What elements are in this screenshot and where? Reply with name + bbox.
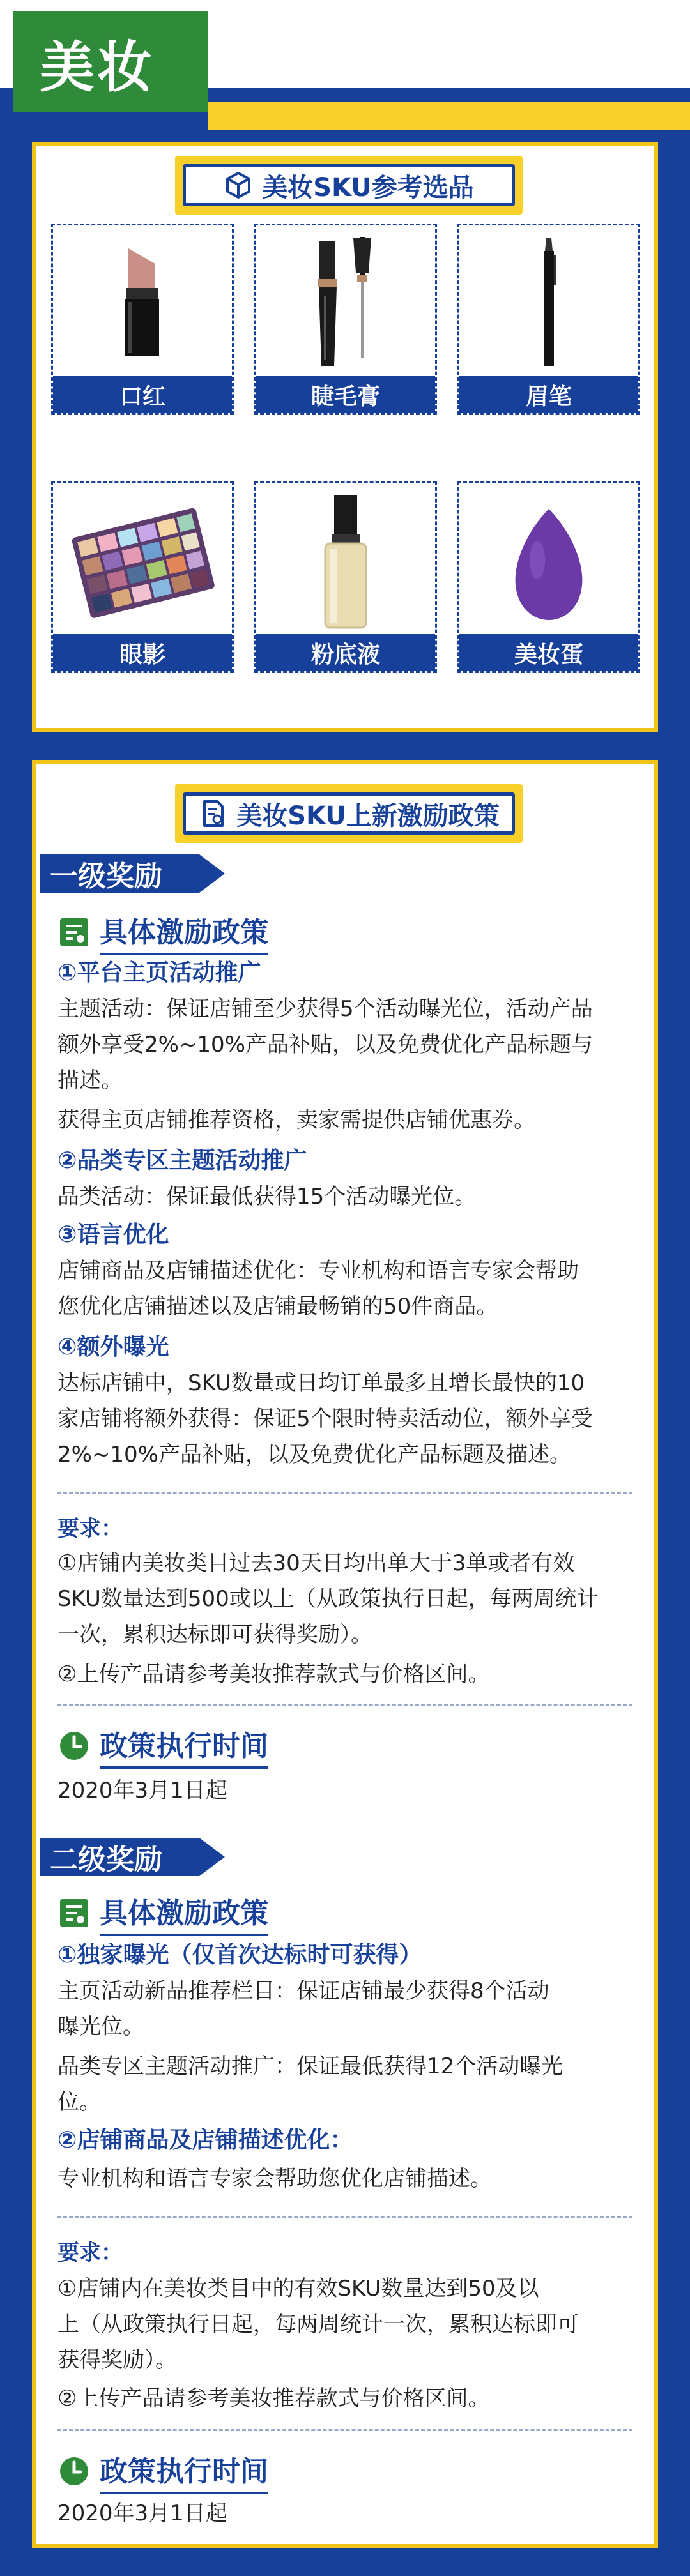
level2-time-heading xyxy=(57,2448,268,2494)
sku-card-label: 眉笔 xyxy=(459,376,638,413)
mascara-image xyxy=(256,225,435,379)
level1-p3-head: ③语言优化 xyxy=(57,1222,169,1248)
sku-card-foundation xyxy=(254,481,437,673)
level2-p1-line: 品类专区主题活动推广：保证最低获得12个活动曝光 xyxy=(57,2054,564,2079)
level2-p2-line: 专业机构和语言专家会帮助您优化店铺描述。 xyxy=(57,2166,492,2192)
sku-panel xyxy=(32,142,658,732)
level2-time-value: 2020年3月1日起 xyxy=(57,2501,227,2526)
level2-p1-line: 位。 xyxy=(57,2089,101,2115)
sku-card-label: 粉底液 xyxy=(256,634,435,671)
policy-section-title: 美妆SKU上新激励政策 xyxy=(236,801,500,831)
level2-policy-heading xyxy=(57,1890,268,1936)
level1-p1-line: 额外享受2%~10%产品补贴，以及免费优化产品标题与 xyxy=(57,1032,593,1057)
level1-p1-line: 获得主页店铺推荐资格，卖家需提供店铺优惠券。 xyxy=(57,1107,535,1133)
header-tab xyxy=(13,11,208,112)
level1-p1-line: 主题活动：保证店铺至少获得5个活动曝光位，活动产品 xyxy=(57,996,593,1022)
level1-time-heading xyxy=(57,1723,268,1769)
level1-policy-heading xyxy=(57,909,268,955)
sku-card-label: 睫毛膏 xyxy=(256,376,435,413)
level2-p2-head: ②店铺商品及店铺描述优化： xyxy=(57,2127,353,2153)
level1-req-line: SKU数量达到500或以上（从政策执行日起，每两周统计 xyxy=(57,1586,599,1612)
level1-p3-line: 店铺商品及店铺描述优化：专业机构和语言专家会帮助 xyxy=(57,1258,579,1284)
level1-req-label: 要求： xyxy=(57,1516,123,1542)
level2-req-line: 上（从政策执行日起，每两周统计一次，累积达标即可 xyxy=(57,2312,579,2337)
page-title: 美妆 xyxy=(40,36,155,100)
level1-p4-head: ④额外曝光 xyxy=(57,1334,169,1360)
level1-p1-line: 描述。 xyxy=(57,1068,123,1093)
foundation-bottle-image xyxy=(256,483,435,637)
sku-card-label: 口红 xyxy=(53,376,232,413)
level1-p4-line: 达标店铺中，SKU数量或日均订单最多且增长最快的10 xyxy=(57,1370,585,1396)
level1-time-value: 2020年3月1日起 xyxy=(57,1778,227,1803)
level1-req-line: ①店铺内美妆类目过去30天日均出单大于3单或者有效 xyxy=(57,1550,575,1576)
level2-req-line: ②上传产品请参考美妆推荐款式与价格区间。 xyxy=(57,2386,490,2411)
level1-p2-line: 品类活动：保证最低获得15个活动曝光位。 xyxy=(57,1184,477,1209)
level2-req-line: 获得奖励）。 xyxy=(57,2347,177,2373)
level2-policy-title: 具体激励政策 xyxy=(100,1890,268,1936)
policy-section-header xyxy=(175,784,523,843)
level2-p1-line: 曝光位。 xyxy=(57,2014,144,2040)
clock-icon xyxy=(57,1729,91,1762)
level2-badge: 二级奖励 xyxy=(40,1838,199,1876)
eyeshadow-palette-image xyxy=(53,483,232,637)
level2-req-line: ①店铺内在美妆类目中的有效SKU数量达到50及以 xyxy=(57,2276,539,2301)
level1-badge: 一级奖励 xyxy=(40,854,199,893)
sku-card-label: 美妆蛋 xyxy=(459,634,638,671)
level2-time-title: 政策执行时间 xyxy=(100,2448,268,2494)
level1-p2-head: ②品类专区主题活动推广 xyxy=(57,1148,307,1174)
clock-icon xyxy=(57,2455,91,2488)
sku-section-title: 美妆SKU参考选品 xyxy=(262,172,474,202)
level1-p4-line: 2%~10%产品补贴，以及免费优化产品标题及描述。 xyxy=(57,1442,571,1467)
level1-p3-line: 您优化店铺描述以及店铺最畅销的50件商品。 xyxy=(57,1294,498,1319)
box-icon xyxy=(224,170,253,200)
level1-p4-line: 家店铺将额外获得：保证5个限时特卖活动位，额外享受 xyxy=(57,1406,593,1432)
sku-card-mascara xyxy=(254,224,437,415)
sku-card-label: 眼影 xyxy=(53,634,232,671)
level1-policy-title: 具体激励政策 xyxy=(100,909,268,955)
divider xyxy=(57,2429,632,2431)
level2-p1-line: 主页活动新品推荐栏目：保证店铺最少获得8个活动 xyxy=(57,1978,549,2004)
sku-card-eyebrow-pencil xyxy=(457,224,640,415)
level1-req-line: 一次，累积达标即可获得奖励）。 xyxy=(57,1622,372,1648)
divider xyxy=(57,2216,632,2218)
divider xyxy=(57,1704,632,1706)
level1-time-title: 政策执行时间 xyxy=(100,1723,268,1769)
sku-card-lipstick xyxy=(51,224,234,415)
document-icon xyxy=(198,799,227,828)
header-yellow-bar xyxy=(208,102,690,130)
sku-section-header xyxy=(175,156,523,215)
level1-req-line: ②上传产品请参考美妆推荐款式与价格区间。 xyxy=(57,1662,490,1687)
level2-p1-head: ①独家曝光（仅首次达标时可获得） xyxy=(57,1942,422,1968)
lipstick-image xyxy=(53,225,232,379)
level2-req-label: 要求： xyxy=(57,2240,123,2266)
policy-icon xyxy=(57,916,91,949)
sku-card-beauty-sponge xyxy=(457,481,640,673)
eyebrow-pencil-image xyxy=(459,225,638,379)
divider xyxy=(57,1492,632,1494)
policy-icon xyxy=(57,1897,91,1930)
beauty-sponge-image xyxy=(459,483,638,637)
sku-card-eyeshadow xyxy=(51,481,234,673)
level1-p1-head: ①平台主页活动推广 xyxy=(57,960,261,986)
